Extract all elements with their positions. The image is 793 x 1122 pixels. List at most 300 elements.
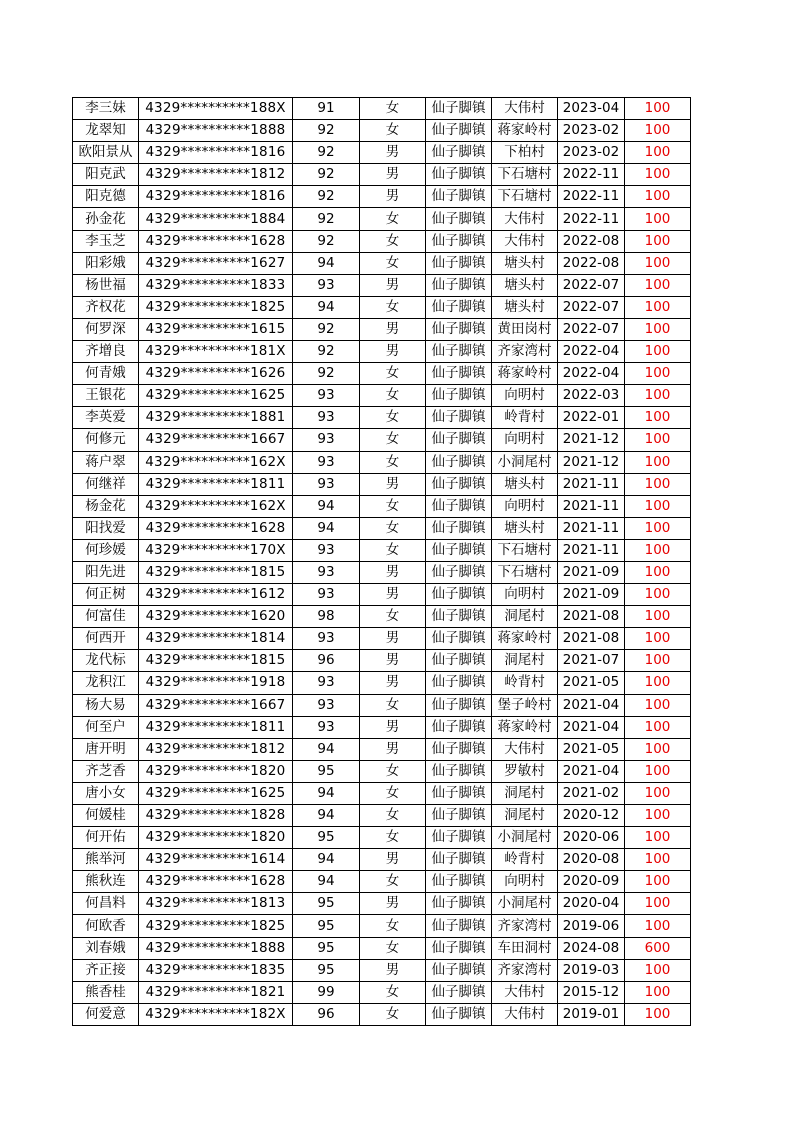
town-cell: 仙子脚镇: [426, 760, 492, 782]
id-number-cell: 4329**********1627: [139, 252, 293, 274]
village-cell: 大伟村: [492, 738, 558, 760]
table-body: [73, 98, 691, 1026]
age-cell: 93: [293, 584, 360, 606]
gender-cell: 男: [360, 186, 426, 208]
id-number-cell: 4329**********1820: [139, 827, 293, 849]
age-cell: 94: [293, 805, 360, 827]
gender-cell: 女: [360, 827, 426, 849]
date-cell: 2022-03: [558, 385, 625, 407]
age-cell: 93: [293, 385, 360, 407]
name-cell: 何西开: [73, 628, 139, 650]
amount-cell: 100: [625, 252, 691, 274]
id-number-cell: 4329**********1812: [139, 738, 293, 760]
name-cell: 李玉芝: [73, 230, 139, 252]
gender-cell: 男: [360, 341, 426, 363]
town-cell: 仙子脚镇: [426, 849, 492, 871]
name-cell: 何罗深: [73, 318, 139, 340]
date-cell: 2022-07: [558, 274, 625, 296]
date-cell: 2020-09: [558, 871, 625, 893]
town-cell: 仙子脚镇: [426, 142, 492, 164]
amount-cell: 100: [625, 628, 691, 650]
village-cell: 蒋家岭村: [492, 363, 558, 385]
name-cell: 唐小女: [73, 782, 139, 804]
name-cell: 龙代标: [73, 650, 139, 672]
age-cell: 95: [293, 937, 360, 959]
date-cell: 2020-04: [558, 893, 625, 915]
date-cell: 2023-02: [558, 120, 625, 142]
amount-cell: 100: [625, 650, 691, 672]
table-row: [73, 959, 691, 981]
town-cell: 仙子脚镇: [426, 672, 492, 694]
age-cell: 92: [293, 186, 360, 208]
id-number-cell: 4329**********1628: [139, 871, 293, 893]
gender-cell: 女: [360, 230, 426, 252]
name-cell: 熊秋连: [73, 871, 139, 893]
village-cell: 车田洞村: [492, 937, 558, 959]
name-cell: 齐正接: [73, 959, 139, 981]
age-cell: 94: [293, 849, 360, 871]
gender-cell: 男: [360, 274, 426, 296]
table-row: [73, 584, 691, 606]
gender-cell: 男: [360, 893, 426, 915]
town-cell: 仙子脚镇: [426, 716, 492, 738]
age-cell: 93: [293, 274, 360, 296]
village-cell: 大伟村: [492, 208, 558, 230]
name-cell: 刘春娥: [73, 937, 139, 959]
table-row: [73, 451, 691, 473]
town-cell: 仙子脚镇: [426, 738, 492, 760]
village-cell: 下柏村: [492, 142, 558, 164]
town-cell: 仙子脚镇: [426, 584, 492, 606]
date-cell: 2021-11: [558, 539, 625, 561]
name-cell: 何爱意: [73, 1003, 139, 1025]
table-row: [73, 628, 691, 650]
name-cell: 何欧香: [73, 915, 139, 937]
town-cell: 仙子脚镇: [426, 252, 492, 274]
date-cell: 2023-04: [558, 98, 625, 120]
village-cell: 齐家湾村: [492, 959, 558, 981]
name-cell: 齐芝香: [73, 760, 139, 782]
table-row: [73, 738, 691, 760]
village-cell: 洞尾村: [492, 805, 558, 827]
amount-cell: 100: [625, 274, 691, 296]
name-cell: 何继祥: [73, 473, 139, 495]
town-cell: 仙子脚镇: [426, 274, 492, 296]
gender-cell: 女: [360, 517, 426, 539]
age-cell: 92: [293, 341, 360, 363]
table-row: [73, 694, 691, 716]
date-cell: 2022-04: [558, 363, 625, 385]
age-cell: 92: [293, 120, 360, 142]
town-cell: 仙子脚镇: [426, 495, 492, 517]
id-number-cell: 4329**********182X: [139, 1003, 293, 1025]
age-cell: 92: [293, 230, 360, 252]
age-cell: 94: [293, 871, 360, 893]
amount-cell: 100: [625, 517, 691, 539]
village-cell: 堡子岭村: [492, 694, 558, 716]
table-row: [73, 429, 691, 451]
date-cell: 2023-02: [558, 142, 625, 164]
town-cell: 仙子脚镇: [426, 517, 492, 539]
gender-cell: 男: [360, 672, 426, 694]
name-cell: 欧阳景从: [73, 142, 139, 164]
village-cell: 塘头村: [492, 274, 558, 296]
town-cell: 仙子脚镇: [426, 341, 492, 363]
name-cell: 唐开明: [73, 738, 139, 760]
table-row: [73, 1003, 691, 1025]
gender-cell: 女: [360, 429, 426, 451]
age-cell: 93: [293, 672, 360, 694]
gender-cell: 女: [360, 385, 426, 407]
gender-cell: 男: [360, 561, 426, 583]
age-cell: 92: [293, 142, 360, 164]
table-row: [73, 186, 691, 208]
gender-cell: 男: [360, 142, 426, 164]
table-row: [73, 407, 691, 429]
table-row: [73, 981, 691, 1003]
name-cell: 何至户: [73, 716, 139, 738]
id-number-cell: 4329**********1814: [139, 628, 293, 650]
amount-cell: 100: [625, 694, 691, 716]
gender-cell: 男: [360, 584, 426, 606]
date-cell: 2021-12: [558, 451, 625, 473]
id-number-cell: 4329**********1881: [139, 407, 293, 429]
town-cell: 仙子脚镇: [426, 385, 492, 407]
date-cell: 2021-09: [558, 561, 625, 583]
village-cell: 大伟村: [492, 98, 558, 120]
town-cell: 仙子脚镇: [426, 915, 492, 937]
town-cell: 仙子脚镇: [426, 230, 492, 252]
age-cell: 95: [293, 893, 360, 915]
town-cell: 仙子脚镇: [426, 782, 492, 804]
age-cell: 93: [293, 539, 360, 561]
table-row: [73, 473, 691, 495]
name-cell: 王银花: [73, 385, 139, 407]
age-cell: 94: [293, 296, 360, 318]
id-number-cell: 4329**********1816: [139, 186, 293, 208]
gender-cell: 女: [360, 782, 426, 804]
table-row: [73, 650, 691, 672]
date-cell: 2021-12: [558, 429, 625, 451]
date-cell: 2020-12: [558, 805, 625, 827]
table-row: [73, 760, 691, 782]
amount-cell: 100: [625, 849, 691, 871]
table-row: [73, 539, 691, 561]
name-cell: 何媛桂: [73, 805, 139, 827]
table-row: [73, 120, 691, 142]
date-cell: 2021-07: [558, 650, 625, 672]
id-number-cell: 4329**********162X: [139, 495, 293, 517]
village-cell: 下石塘村: [492, 186, 558, 208]
age-cell: 92: [293, 363, 360, 385]
amount-cell: 100: [625, 164, 691, 186]
village-cell: 小洞尾村: [492, 451, 558, 473]
table-row: [73, 937, 691, 959]
village-cell: 向明村: [492, 584, 558, 606]
age-cell: 95: [293, 959, 360, 981]
date-cell: 2019-06: [558, 915, 625, 937]
amount-cell: 100: [625, 495, 691, 517]
town-cell: 仙子脚镇: [426, 164, 492, 186]
name-cell: 阳彩娥: [73, 252, 139, 274]
town-cell: 仙子脚镇: [426, 694, 492, 716]
amount-cell: 100: [625, 98, 691, 120]
id-number-cell: 4329**********1628: [139, 517, 293, 539]
town-cell: 仙子脚镇: [426, 539, 492, 561]
gender-cell: 男: [360, 318, 426, 340]
name-cell: 阳克德: [73, 186, 139, 208]
town-cell: 仙子脚镇: [426, 893, 492, 915]
name-cell: 何珍媛: [73, 539, 139, 561]
town-cell: 仙子脚镇: [426, 1003, 492, 1025]
age-cell: 95: [293, 915, 360, 937]
date-cell: 2022-11: [558, 208, 625, 230]
amount-cell: 100: [625, 429, 691, 451]
amount-cell: 100: [625, 805, 691, 827]
age-cell: 94: [293, 738, 360, 760]
age-cell: 96: [293, 650, 360, 672]
gender-cell: 女: [360, 606, 426, 628]
table-row: [73, 164, 691, 186]
id-number-cell: 4329**********1918: [139, 672, 293, 694]
name-cell: 龙积江: [73, 672, 139, 694]
name-cell: 杨大易: [73, 694, 139, 716]
amount-cell: 100: [625, 981, 691, 1003]
gender-cell: 女: [360, 98, 426, 120]
village-cell: 下石塘村: [492, 164, 558, 186]
age-cell: 93: [293, 473, 360, 495]
age-cell: 94: [293, 495, 360, 517]
amount-cell: 100: [625, 959, 691, 981]
gender-cell: 女: [360, 296, 426, 318]
amount-cell: 100: [625, 539, 691, 561]
name-cell: 杨世福: [73, 274, 139, 296]
village-cell: 蒋家岭村: [492, 716, 558, 738]
id-number-cell: 4329**********1828: [139, 805, 293, 827]
date-cell: 2021-05: [558, 738, 625, 760]
age-cell: 93: [293, 694, 360, 716]
gender-cell: 男: [360, 164, 426, 186]
village-cell: 蒋家岭村: [492, 628, 558, 650]
age-cell: 93: [293, 451, 360, 473]
amount-cell: 100: [625, 915, 691, 937]
amount-cell: 100: [625, 584, 691, 606]
village-cell: 塘头村: [492, 517, 558, 539]
age-cell: 94: [293, 782, 360, 804]
village-cell: 洞尾村: [492, 606, 558, 628]
id-number-cell: 4329**********1811: [139, 716, 293, 738]
age-cell: 96: [293, 1003, 360, 1025]
gender-cell: 女: [360, 981, 426, 1003]
age-cell: 92: [293, 208, 360, 230]
age-cell: 99: [293, 981, 360, 1003]
town-cell: 仙子脚镇: [426, 561, 492, 583]
date-cell: 2020-06: [558, 827, 625, 849]
name-cell: 齐增良: [73, 341, 139, 363]
village-cell: 岭背村: [492, 672, 558, 694]
id-number-cell: 4329**********1615: [139, 318, 293, 340]
id-number-cell: 4329**********1821: [139, 981, 293, 1003]
name-cell: 李三妹: [73, 98, 139, 120]
town-cell: 仙子脚镇: [426, 650, 492, 672]
name-cell: 何开佑: [73, 827, 139, 849]
table-row: [73, 915, 691, 937]
village-cell: 齐家湾村: [492, 341, 558, 363]
table-row: [73, 495, 691, 517]
age-cell: 92: [293, 318, 360, 340]
id-number-cell: 4329**********1815: [139, 561, 293, 583]
date-cell: 2021-08: [558, 606, 625, 628]
id-number-cell: 4329**********1884: [139, 208, 293, 230]
id-number-cell: 4329**********1626: [139, 363, 293, 385]
date-cell: 2015-12: [558, 981, 625, 1003]
town-cell: 仙子脚镇: [426, 827, 492, 849]
town-cell: 仙子脚镇: [426, 208, 492, 230]
table-row: [73, 98, 691, 120]
gender-cell: 女: [360, 915, 426, 937]
town-cell: 仙子脚镇: [426, 296, 492, 318]
age-cell: 94: [293, 517, 360, 539]
age-cell: 95: [293, 827, 360, 849]
name-cell: 何修元: [73, 429, 139, 451]
amount-cell: 100: [625, 716, 691, 738]
date-cell: 2021-11: [558, 517, 625, 539]
id-number-cell: 4329**********1811: [139, 473, 293, 495]
name-cell: 何富佳: [73, 606, 139, 628]
date-cell: 2022-07: [558, 318, 625, 340]
id-number-cell: 4329**********162X: [139, 451, 293, 473]
amount-cell: 100: [625, 760, 691, 782]
id-number-cell: 4329**********1825: [139, 915, 293, 937]
id-number-cell: 4329**********1825: [139, 296, 293, 318]
village-cell: 向明村: [492, 871, 558, 893]
date-cell: 2021-04: [558, 716, 625, 738]
amount-cell: 100: [625, 120, 691, 142]
date-cell: 2022-01: [558, 407, 625, 429]
subsidy-table: [72, 97, 691, 1026]
table-row: [73, 208, 691, 230]
age-cell: 93: [293, 628, 360, 650]
id-number-cell: 4329**********1667: [139, 694, 293, 716]
amount-cell: 100: [625, 672, 691, 694]
village-cell: 岭背村: [492, 849, 558, 871]
village-cell: 洞尾村: [492, 650, 558, 672]
amount-cell: 100: [625, 1003, 691, 1025]
town-cell: 仙子脚镇: [426, 805, 492, 827]
name-cell: 何青娥: [73, 363, 139, 385]
date-cell: 2022-08: [558, 252, 625, 274]
amount-cell: 100: [625, 893, 691, 915]
date-cell: 2021-04: [558, 694, 625, 716]
table-row: [73, 606, 691, 628]
id-number-cell: 4329**********1888: [139, 937, 293, 959]
town-cell: 仙子脚镇: [426, 981, 492, 1003]
date-cell: 2022-11: [558, 164, 625, 186]
date-cell: 2019-01: [558, 1003, 625, 1025]
id-number-cell: 4329**********1820: [139, 760, 293, 782]
village-cell: 大伟村: [492, 981, 558, 1003]
id-number-cell: 4329**********1614: [139, 849, 293, 871]
town-cell: 仙子脚镇: [426, 871, 492, 893]
town-cell: 仙子脚镇: [426, 318, 492, 340]
id-number-cell: 4329**********1815: [139, 650, 293, 672]
village-cell: 大伟村: [492, 230, 558, 252]
town-cell: 仙子脚镇: [426, 937, 492, 959]
name-cell: 何昌料: [73, 893, 139, 915]
date-cell: 2021-11: [558, 495, 625, 517]
age-cell: 94: [293, 252, 360, 274]
table-row: [73, 871, 691, 893]
amount-cell: 100: [625, 871, 691, 893]
table-row: [73, 561, 691, 583]
village-cell: 小洞尾村: [492, 893, 558, 915]
gender-cell: 女: [360, 120, 426, 142]
gender-cell: 女: [360, 760, 426, 782]
amount-cell: 100: [625, 385, 691, 407]
table-row: [73, 341, 691, 363]
table-row: [73, 363, 691, 385]
gender-cell: 女: [360, 805, 426, 827]
town-cell: 仙子脚镇: [426, 606, 492, 628]
village-cell: 罗敏村: [492, 760, 558, 782]
name-cell: 何正树: [73, 584, 139, 606]
age-cell: 98: [293, 606, 360, 628]
gender-cell: 女: [360, 871, 426, 893]
amount-cell: 100: [625, 230, 691, 252]
amount-cell: 600: [625, 937, 691, 959]
village-cell: 齐家湾村: [492, 915, 558, 937]
spreadsheet-page: [72, 97, 691, 1026]
table-row: [73, 782, 691, 804]
table-row: [73, 318, 691, 340]
amount-cell: 100: [625, 451, 691, 473]
age-cell: 91: [293, 98, 360, 120]
table-row: [73, 805, 691, 827]
age-cell: 95: [293, 760, 360, 782]
table-row: [73, 893, 691, 915]
amount-cell: 100: [625, 606, 691, 628]
age-cell: 93: [293, 407, 360, 429]
id-number-cell: 4329**********1816: [139, 142, 293, 164]
id-number-cell: 4329**********1833: [139, 274, 293, 296]
table-row: [73, 252, 691, 274]
date-cell: 2021-05: [558, 672, 625, 694]
name-cell: 熊举河: [73, 849, 139, 871]
gender-cell: 女: [360, 208, 426, 230]
id-number-cell: 4329**********1812: [139, 164, 293, 186]
town-cell: 仙子脚镇: [426, 363, 492, 385]
age-cell: 93: [293, 429, 360, 451]
date-cell: 2021-04: [558, 760, 625, 782]
name-cell: 龙翠知: [73, 120, 139, 142]
date-cell: 2022-08: [558, 230, 625, 252]
gender-cell: 男: [360, 473, 426, 495]
gender-cell: 男: [360, 650, 426, 672]
gender-cell: 女: [360, 495, 426, 517]
age-cell: 93: [293, 716, 360, 738]
gender-cell: 男: [360, 738, 426, 760]
gender-cell: 女: [360, 363, 426, 385]
id-number-cell: 4329**********1835: [139, 959, 293, 981]
name-cell: 杨金花: [73, 495, 139, 517]
date-cell: 2020-08: [558, 849, 625, 871]
name-cell: 蒋户翠: [73, 451, 139, 473]
id-number-cell: 4329**********1620: [139, 606, 293, 628]
town-cell: 仙子脚镇: [426, 451, 492, 473]
table-row: [73, 517, 691, 539]
gender-cell: 女: [360, 407, 426, 429]
amount-cell: 100: [625, 827, 691, 849]
